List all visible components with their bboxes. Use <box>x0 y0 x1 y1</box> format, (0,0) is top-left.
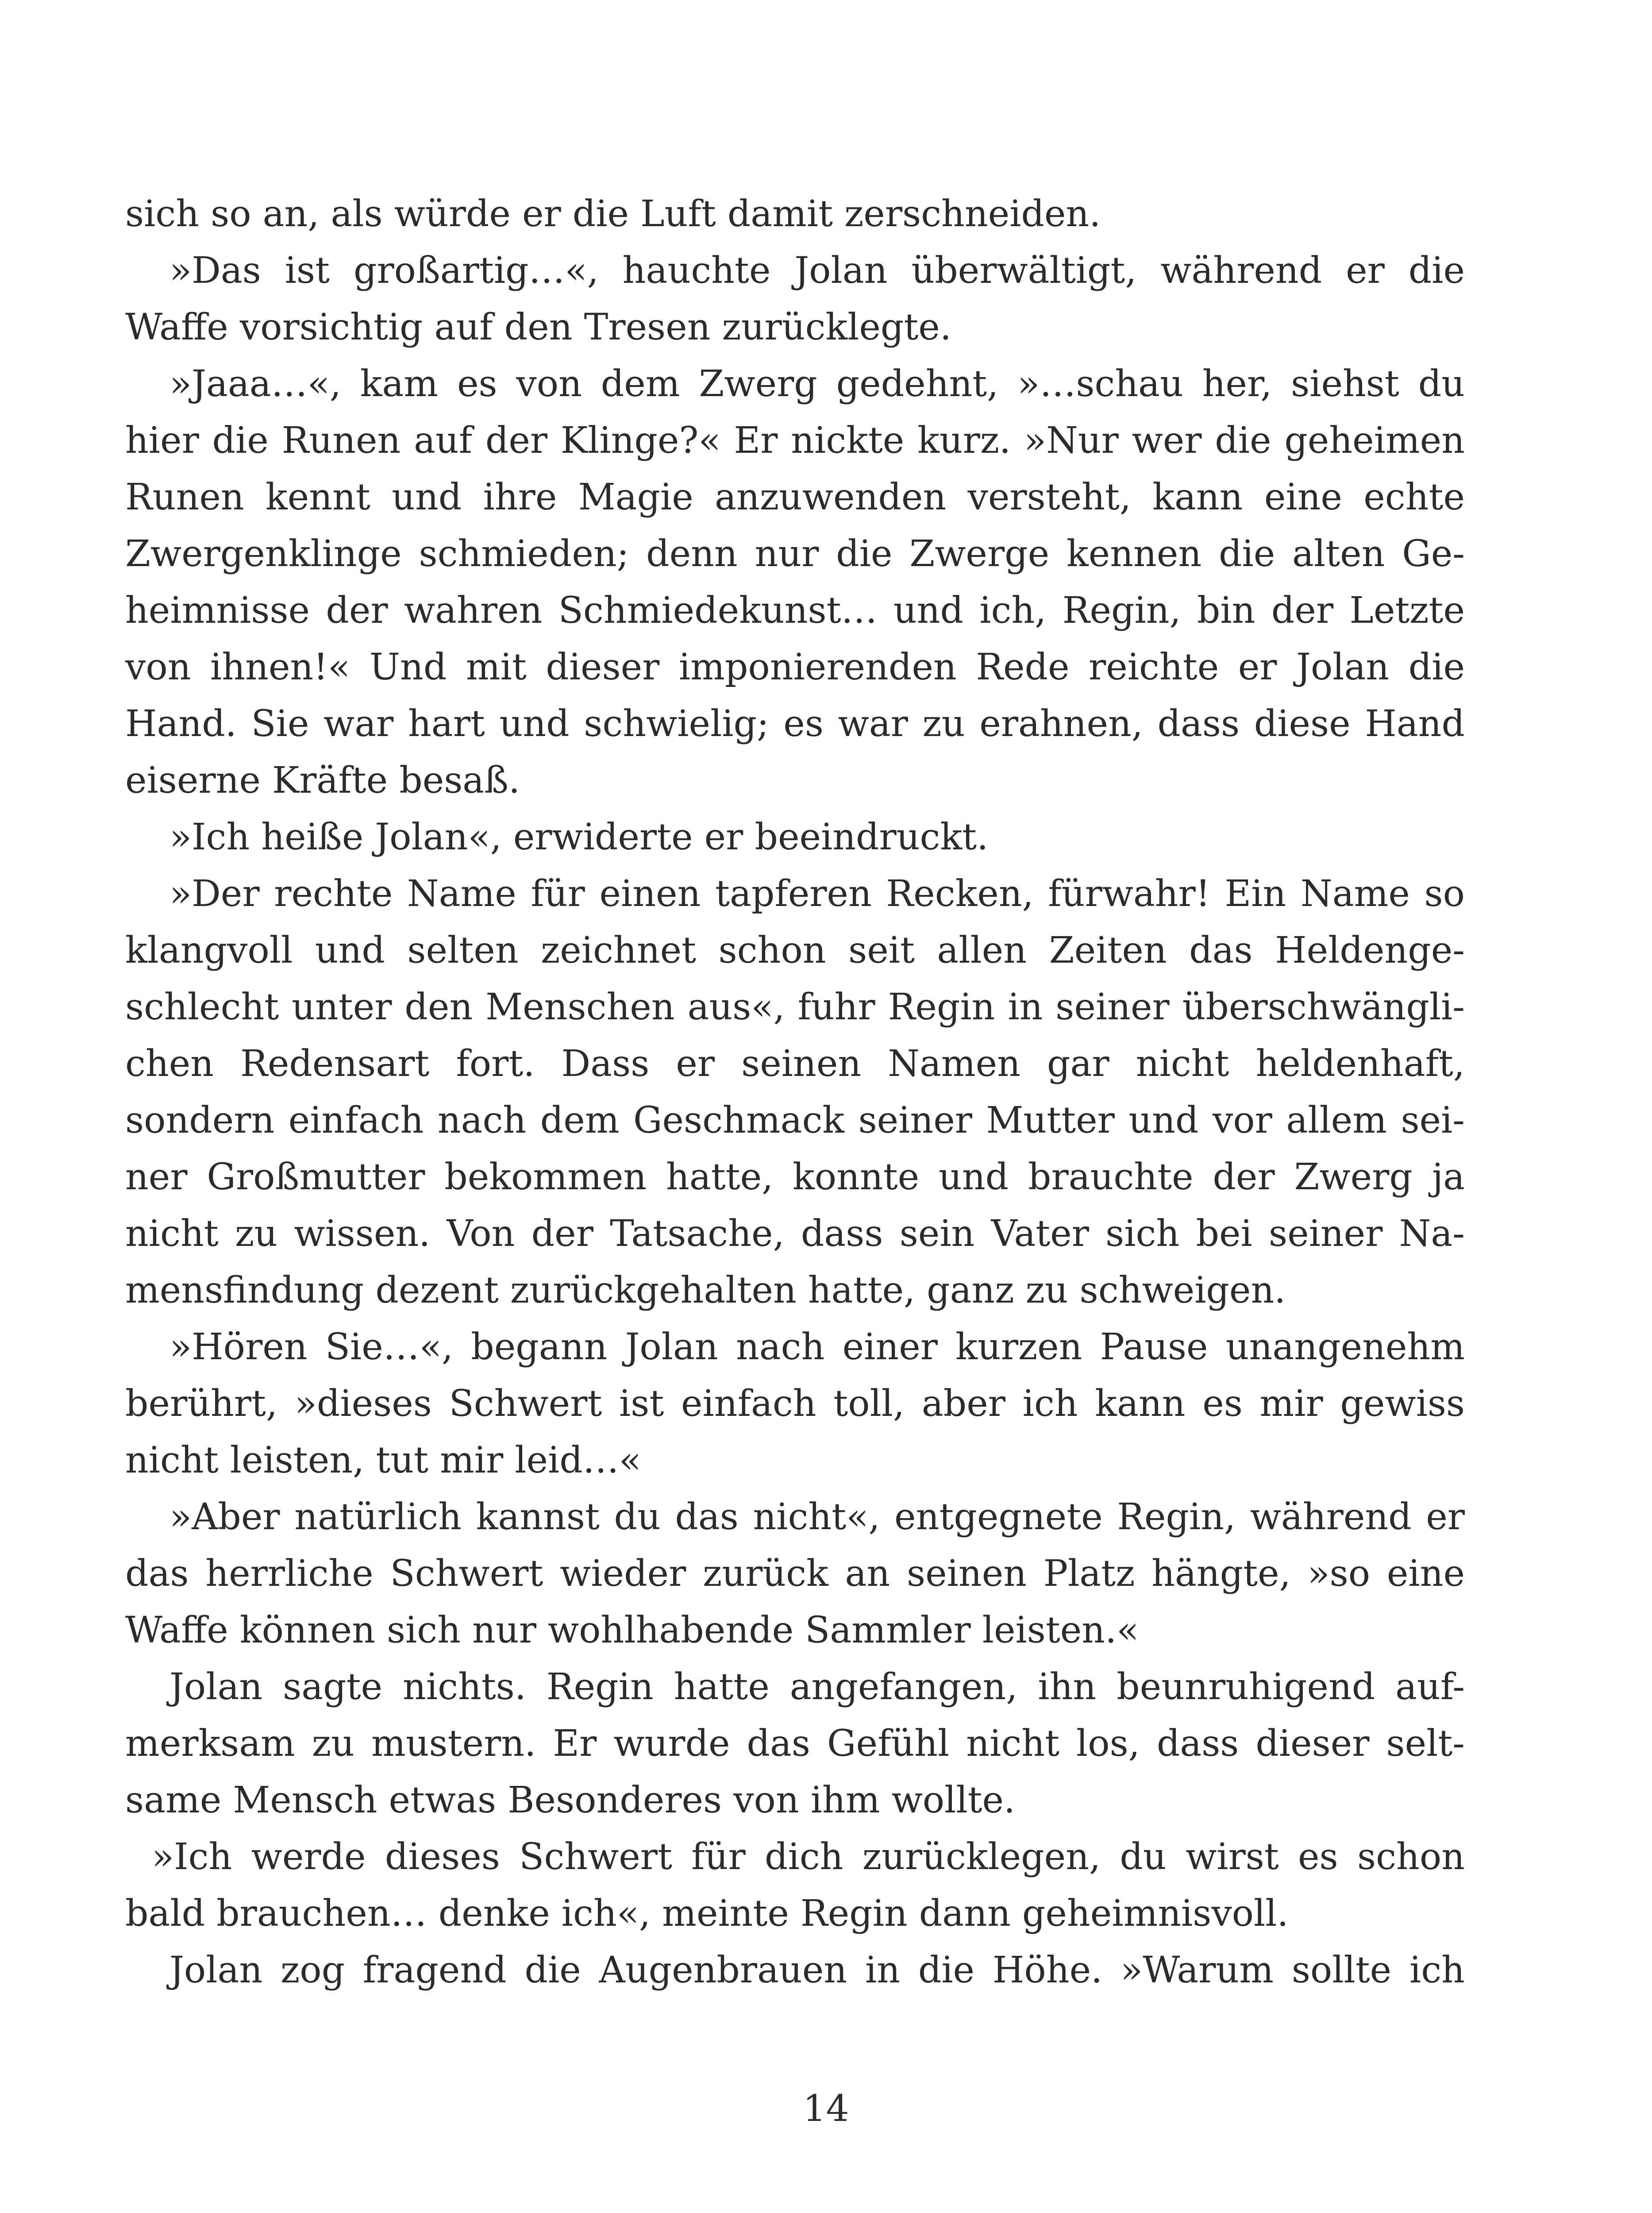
text-line: von ihnen!« Und mit dieser imponierenden Rede reichte er Jolan die <box>125 646 1465 688</box>
page-number: 14 <box>803 2088 849 2130</box>
text-line: mensfindung dezent zurückgehalten hatte, ganz zu schweigen. <box>125 1269 1286 1311</box>
text-line: »Aber natürlich kannst du das nicht«, entgegnete Regin, während er <box>169 1496 1465 1538</box>
text-line: »Jaaa…«, kam es von dem Zwerg gedehnt, »…schau her, siehst du <box>169 363 1465 405</box>
text-line: »Ich heiße Jolan«, erwiderte er beeindruckt. <box>169 816 989 858</box>
text-line: Hand. Sie war hart und schwielig; es war zu erahnen, dass diese Hand <box>125 703 1465 745</box>
text-line: »Ich werde dieses Schwert für dich zurücklegen, du wirst es schon <box>152 1836 1465 1878</box>
text-line: schlecht unter den Menschen aus«, fuhr Regin in seiner überschwängli- <box>125 986 1465 1028</box>
text-line: das herrliche Schwert wieder zurück an seinen Platz hängte, »so eine <box>125 1553 1465 1595</box>
text-line: klangvoll und selten zeichnet schon seit allen Zeiten das Heldenge- <box>125 929 1465 972</box>
text-line: Jolan sagte nichts. Regin hatte angefangen, ihn beunruhigend auf- <box>169 1666 1465 1708</box>
text-line: sich so an, als würde er die Luft damit zerschneiden. <box>125 193 1101 235</box>
text-line: eiserne Kräfte besaß. <box>125 760 520 802</box>
text-line: sondern einfach nach dem Geschmack seiner Mutter und vor allem sei- <box>125 1099 1465 1141</box>
text-line: bald brauchen… denke ich«, meinte Regin dann geheimnisvoll. <box>125 1893 1289 1935</box>
text-line: heimnisse der wahren Schmiedekunst… und ich, Regin, bin der Letzte <box>125 590 1465 632</box>
text-line: »Der rechte Name für einen tapferen Recken, fürwahr! Ein Name so <box>169 873 1465 915</box>
text-line: nicht zu wissen. Von der Tatsache, dass sein Vater sich bei seiner Na- <box>125 1213 1465 1255</box>
text-line: ner Großmutter bekommen hatte, konnte und brauchte der Zwerg ja <box>125 1156 1465 1198</box>
text-line: Runen kennt und ihre Magie anzuwenden versteht, kann eine echte <box>125 476 1465 518</box>
text-line: merksam zu mustern. Er wurde das Gefühl nicht los, dass dieser selt- <box>125 1723 1465 1765</box>
text-line: chen Redensart fort. Dass er seinen Namen gar nicht heldenhaft, <box>125 1043 1465 1085</box>
text-line: berührt, »dieses Schwert ist einfach toll, aber ich kann es mir gewiss <box>125 1383 1465 1425</box>
text-line: Jolan zog fragend die Augenbrauen in die Höhe. »Warum sollte ich <box>169 1949 1465 1991</box>
text-line: Waffe können sich nur wohlhabende Sammler leisten.« <box>125 1609 1139 1651</box>
text-line: »Das ist großartig…«, hauchte Jolan überwältigt, während er die <box>169 250 1465 292</box>
text-line: »Hören Sie…«, begann Jolan nach einer kurzen Pause unangenehm <box>169 1326 1465 1368</box>
text-line: Waffe vorsichtig auf den Tresen zurücklegte. <box>125 306 951 348</box>
text-line: same Mensch etwas Besonderes von ihm wollte. <box>125 1779 1016 1821</box>
text-line: Zwergenklinge schmieden; denn nur die Zwerge kennen die alten Ge- <box>125 533 1465 575</box>
text-line: hier die Runen auf der Klinge?« Er nickte kurz. »Nur wer die geheimen <box>125 420 1465 462</box>
text-line: nicht leisten, tut mir leid…« <box>125 1439 641 1481</box>
